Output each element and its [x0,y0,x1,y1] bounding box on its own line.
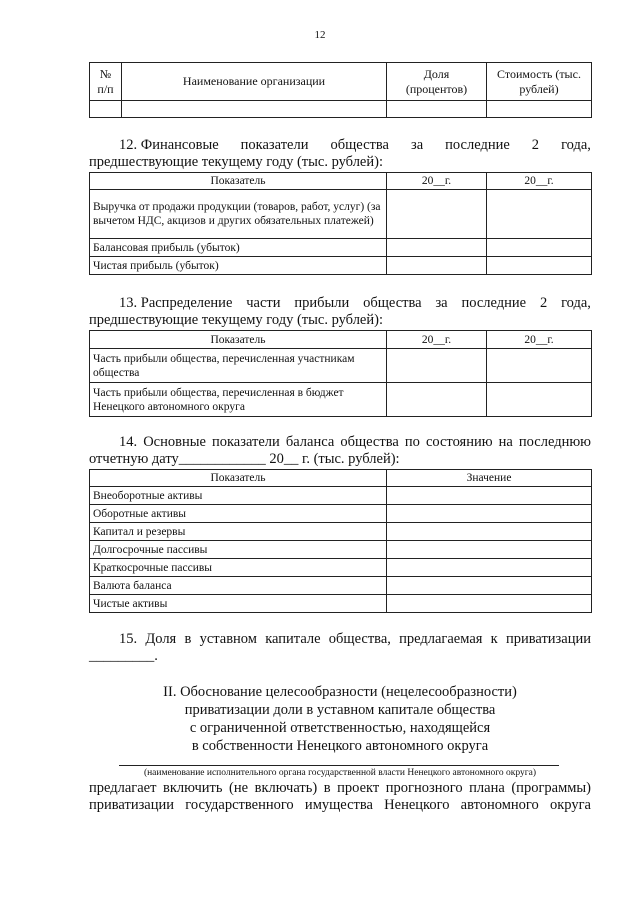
row-profit-to-participants: Часть прибыли общества, перечисленная участникам общества [90,349,387,383]
header-indicator: Показатель [90,331,387,349]
header-organization: Наименование организации [122,63,387,101]
row-noncurrent-assets: Внеоборотные активы [90,487,387,505]
empty-cell [90,101,122,118]
empty-cell [387,559,592,577]
row-balance-profit: Балансовая прибыль (убыток) [90,239,387,257]
section-14-heading: 14. Основные показатели баланса общества по состоянию на последнюю отчетную дату____________ 20__ г. (тыс. рублей): [89,434,591,467]
empty-cell [387,349,487,383]
header-year-2: 20__г. [487,173,592,190]
empty-cell [387,190,487,239]
balance-indicators-table [89,469,592,613]
organization-table [89,62,592,118]
header-indicator: Показатель [90,470,387,487]
empty-cell [487,383,592,417]
row-shortterm-liabilities: Краткосрочные пассивы [90,559,387,577]
empty-cell [387,257,487,275]
header-year-1: 20__г. [387,173,487,190]
row-current-assets: Оборотные активы [90,505,387,523]
row-balance-total: Валюта баланса [90,577,387,595]
row-revenue: Выручка от продажи продукции (товаров, работ, услуг) (за вычетом НДС, акцизов и других обязательных платежей) [90,190,387,239]
empty-cell [487,239,592,257]
empty-cell [487,349,592,383]
empty-cell [387,239,487,257]
empty-cell [487,257,592,275]
header-indicator: Показатель [90,173,387,190]
profit-distribution-table [89,330,592,417]
section-II-title: II. Обоснование целесообразности (нецелесообразности) приватизации доли в уставном капитале общества с ограниченной ответственностью, находящейся в собственности Ненецкого автономного округа [163,684,517,754]
financial-indicators-table [89,172,592,275]
row-net-assets: Чистые активы [90,595,387,613]
empty-cell [387,541,592,559]
header-year-2: 20__г. [487,331,592,349]
section-12-heading: 12. Финансовые показатели общества за последние 2 года, предшествующие текущему году (тыс. рублей): [89,137,591,170]
empty-cell [387,505,592,523]
section-13-heading: 13. Распределение части прибыли общества за последние 2 года, предшествующие текущему году (тыс. рублей): [89,295,591,328]
header-value: Значение [387,470,592,487]
row-profit-to-budget: Часть прибыли общества, перечисленная в бюджет Ненецкого автономного округа [90,383,387,417]
empty-cell [122,101,387,118]
empty-cell [387,101,487,118]
row-capital-reserves: Капитал и резервы [90,523,387,541]
row-longterm-liabilities: Долгосрочные пассивы [90,541,387,559]
header-share: Доля (процентов) [387,63,487,101]
row-net-profit: Чистая прибыль (убыток) [90,257,387,275]
header-year-1: 20__г. [387,331,487,349]
empty-cell [487,190,592,239]
empty-cell [387,487,592,505]
page-number: 12 [314,29,326,41]
empty-cell [387,595,592,613]
authority-name-line [119,765,559,766]
section-15-paragraph: 15. Доля в уставном капитале общества, предлагаемая к приватизации _________. [89,631,591,664]
empty-cell [487,101,592,118]
header-cost: Стоимость (тыс. рублей) [487,63,592,101]
empty-cell [387,523,592,541]
authority-name-caption: (наименование исполнительного органа государственной власти Ненецкого автономного округа) [143,768,537,778]
section-II-body: предлагает включить (не включать) в проект прогнозного плана (программы) приватизации государственного имущества Ненецкого автономного округа [89,780,591,813]
empty-cell [387,383,487,417]
empty-cell [387,577,592,595]
header-number: № п/п [90,63,122,101]
